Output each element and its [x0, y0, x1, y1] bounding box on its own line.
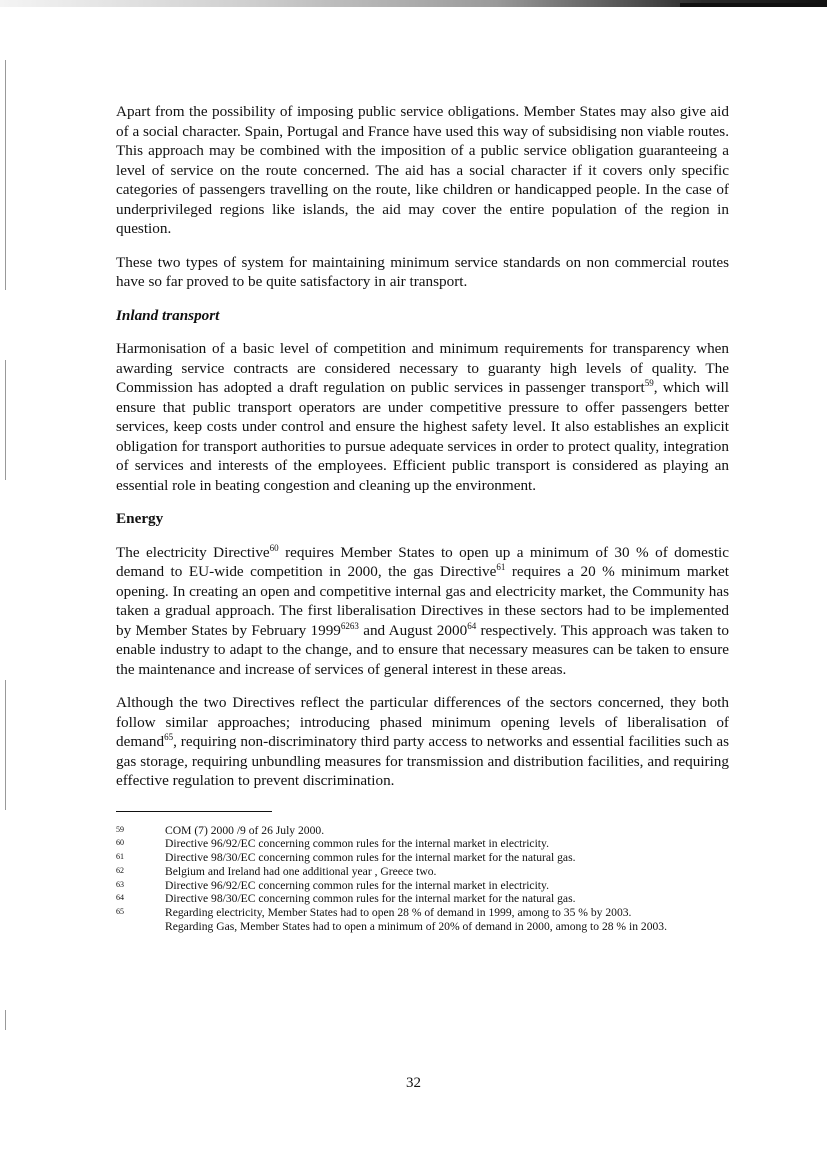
footnotes: [116, 824, 729, 934]
footnote-ref: 59: [644, 377, 654, 388]
paragraph-social-aid: Apart from the possibility of imposing public service obligations. Member States may also give aid of a social character. Spain, Portugal and France have used this way of subsidising non viable routes. This approach may be combined with the imposition of a public service obligation guaranteeing a level of service on the route concerned. The aid has a social character if it covers only specific categories of passengers travelling on the route, like children or handicapped people. In the case of underprivileged regions like islands, the aid may cover the entire population of the region in question.: [116, 103, 729, 237]
footnote: 59 COM (7) 2000 /9 of 26 July 2000.: [116, 823, 325, 837]
footnote: 61 Directive 98/30/EC concerning common rules for the internal market for the natural gas.: [116, 851, 576, 865]
scan-margin-line: [5, 1010, 6, 1030]
paragraph-minimum-service: These two types of system for maintaining minimum service standards on non commercial routes have so far proved to be quite satisfactory in air transport.: [116, 253, 729, 290]
paragraph-inland-transport: Harmonisation of a basic level of competition and minimum requirements for transparency when awarding service contracts are considered necessary to guaranty high levels of quality. The Commission has adopted a draft regulation on public services in passenger transport$^{59}$, which will ensure that public transport operators are under competitive pressure to offer passengers better services, keep costs under control and ensure the highest safety level. It also establishes an explicit obligation for transport authorities to pursue adequate services in order to protect quality, integration of services and interests of the employees. Efficient public transport is considered as playing an essential role in beating congestion and cleaning up the environment.: [116, 340, 729, 494]
footnote: 64 Directive 98/30/EC concerning common rules for the internal market for the natural gas.: [116, 892, 576, 906]
footnote-ref: 65: [164, 731, 174, 742]
footnote: 63 Directive 96/92/EC concerning common rules for the internal market in electricity.: [116, 878, 549, 892]
footnote-ref: 6263: [340, 620, 359, 631]
footnote-ref: 61: [496, 561, 506, 572]
scan-margin-line: [5, 680, 6, 810]
scan-artifact-bar-dark: [680, 3, 827, 7]
heading-inland-transport: Inland transport: [116, 306, 220, 324]
scan-margin-line: [5, 360, 6, 480]
scan-margin-line: [5, 60, 6, 290]
footnote-ref: 60: [269, 542, 279, 553]
heading-energy: Energy: [116, 510, 164, 527]
paragraph-energy-directives: The electricity Directive$^{60}$ requires Member States to open up a minimum of 30 % of domestic demand to EU-wide competition in 2000, the gas Directive$^{61}$ requires a 20 % minimum market opening. In creating an open and competitive internal gas and electricity market, the Community has taken a gradual approach. The first liberalisation Directives in these sectors had to be implemented by Member States by February $1999^{6263}$ and August 2000$^{64}$ respectively. This approach was taken to enable industry to adapt to the change, and to ensure that necessary measures can be taken to ensure the maintenance and increase of services of general interest in these areas.: [116, 542, 729, 678]
footnote-separator: [116, 811, 272, 812]
footnote: 65 Regarding electricity, Member States had to open 28 % of demand in 1999, among to 35 % by 2003. Regarding Gas, Member States had to open a minimum of 20% of demand in 2000, among to 28 % in 2003.: [116, 906, 667, 934]
body-text: [116, 102, 729, 934]
page-number: 32: [406, 1075, 421, 1091]
footnote: 62 Belgium and Ireland had one additional year , Greece two.: [116, 864, 437, 878]
footnote: 60 Directive 96/92/EC concerning common rules for the internal market in electricity.: [116, 837, 549, 851]
footnote-ref: 64: [467, 620, 477, 631]
paragraph-directive-approaches: Although the two Directives reflect the particular differences of the sectors concerned, they both follow similar approaches; introducing phased minimum opening levels of liberalisation of demand$^{65}$, requiring non-discriminatory third party access to networks and essential facilities such as gas storage, requiring unbundling measures for transmission and distribution facilities, and requiring effective regulation to prevent discrimination.: [116, 694, 729, 789]
